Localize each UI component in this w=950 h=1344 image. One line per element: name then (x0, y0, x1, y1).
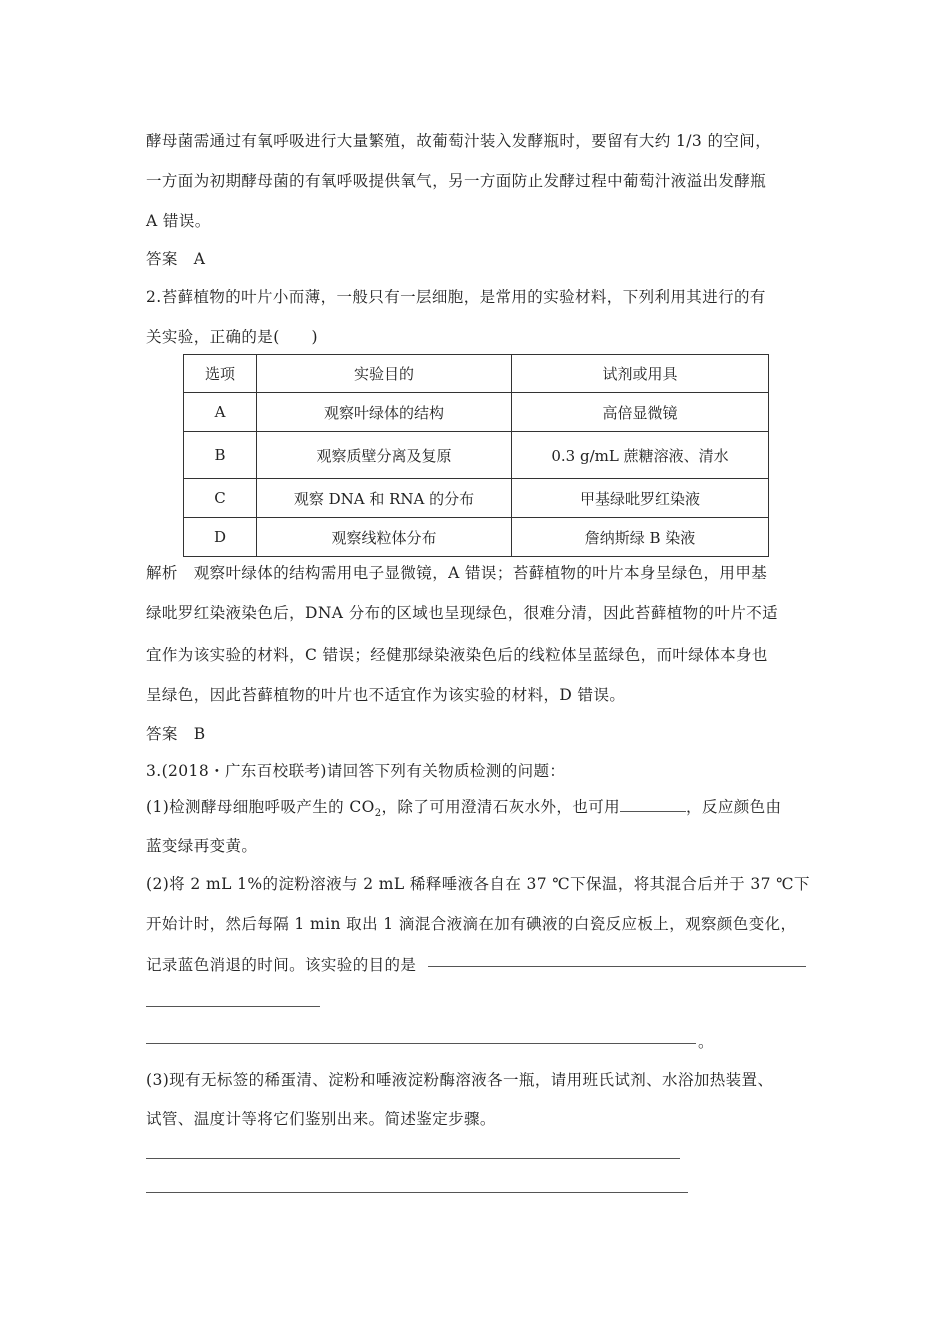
options-table (183, 354, 769, 557)
question-3-part-1 (146, 795, 781, 819)
option-cell: B (184, 432, 257, 479)
question-3-part-3-line-2: 试管、温度计等将它们鉴别出来。简述鉴定步骤。 (146, 1110, 496, 1128)
analysis-line-2: 绿吡罗红染液染色后，DNA 分布的区域也呈现绿色，很难分清，因此苔藓植物的叶片不适 (146, 604, 779, 622)
option-cell: D (184, 518, 257, 557)
question-3-part-1-line-2: 蓝变绿再变黄。 (146, 837, 258, 855)
question-3-part-2-line-3 (146, 953, 416, 975)
reagent-cell: 0.3 g/mL 蔗糖溶液、清水 (512, 432, 769, 479)
purpose-cell: 观察线粒体分布 (257, 518, 512, 557)
answer-blank-2a[interactable] (428, 966, 806, 967)
answer-2: 答案 B (146, 725, 206, 743)
analysis-line-1: 解析 观察叶绿体的结构需用电子显微镜，A 错误；苔藓植物的叶片本身呈绿色，用甲基 (146, 564, 768, 582)
question-2-stem-2: 关实验，正确的是( ) (146, 328, 318, 346)
answer-blank-1[interactable] (620, 797, 686, 812)
part-1-text-c: ，反应颜色由 (686, 798, 782, 816)
purpose-cell: 观察叶绿体的结构 (257, 393, 512, 432)
intro-line-3: A 错误。 (146, 212, 211, 230)
part-2-text: 记录蓝色消退的时间。该实验的目的是 (146, 956, 417, 974)
option-cell: C (184, 479, 257, 518)
co2-subscript: 2 (374, 808, 382, 820)
header-purpose: 实验目的 (257, 355, 512, 393)
answer-blank-3a[interactable] (146, 1158, 680, 1159)
analysis-line-4: 呈绿色，因此苔藓植物的叶片也不适宜作为该实验的材料，D 错误。 (146, 686, 626, 704)
question-3-stem: 3.(2018・广东百校联考)请回答下列有关物质检测的问题： (146, 762, 566, 780)
purpose-cell: 观察质壁分离及复原 (257, 432, 512, 479)
part-1-text-b: ，除了可用澄清石灰水外，也可用 (381, 798, 621, 816)
table-row (184, 479, 769, 518)
question-3-part-3-line-1: (3)现有无标签的稀蛋清、淀粉和唾液淀粉酶溶液各一瓶，请用班氏试剂、水浴加热装置、 (146, 1071, 774, 1089)
intro-line-2: 一方面为初期酵母菌的有氧呼吸提供氧气，另一方面防止发酵过程中葡萄汁液溢出发酵瓶 (146, 172, 767, 190)
period-mark: 。 (698, 1033, 714, 1051)
reagent-cell: 詹纳斯绿 B 染液 (512, 518, 769, 557)
header-option: 选项 (184, 355, 257, 393)
question-3-part-2-line-2: 开始计时，然后每隔 1 min 取出 1 滴混合液滴在加有碘液的白瓷反应板上，观察颜色变化， (146, 915, 797, 933)
answer-blank-2c[interactable] (146, 1043, 696, 1044)
table-row (184, 432, 769, 479)
table-row (184, 393, 769, 432)
answer-blank-2b[interactable] (146, 1006, 320, 1007)
analysis-line-3: 宜作为该实验的材料，C 错误；经健那绿染液染色后的线粒体呈蓝绿色，而叶绿体本身也 (146, 646, 768, 664)
table-row (184, 518, 769, 557)
reagent-cell: 高倍显微镜 (512, 393, 769, 432)
answer-1: 答案 A (146, 250, 206, 268)
purpose-cell: 观察 DNA 和 RNA 的分布 (257, 479, 512, 518)
intro-line-1: 酵母菌需通过有氧呼吸进行大量繁殖，故葡萄汁装入发酵瓶时，要留有大约 1/3 的空间， (146, 132, 772, 150)
answer-blank-3b[interactable] (146, 1192, 688, 1193)
option-cell: A (184, 393, 257, 432)
table-header-row (184, 355, 769, 393)
part-1-text-a: (1)检测酵母细胞呼吸产生的 CO (146, 798, 375, 816)
header-reagent: 试剂或用具 (512, 355, 769, 393)
question-2-stem-1: 2.苔藓植物的叶片小而薄，一般只有一层细胞，是常用的实验材料，下列利用其进行的有 (146, 288, 766, 306)
reagent-cell: 甲基绿吡罗红染液 (512, 479, 769, 518)
question-3-part-2-line-1: (2)将 2 mL 1%的淀粉溶液与 2 mL 稀释唾液各自在 37 ℃下保温，将其混合后并于 37 ℃下 (146, 875, 810, 893)
